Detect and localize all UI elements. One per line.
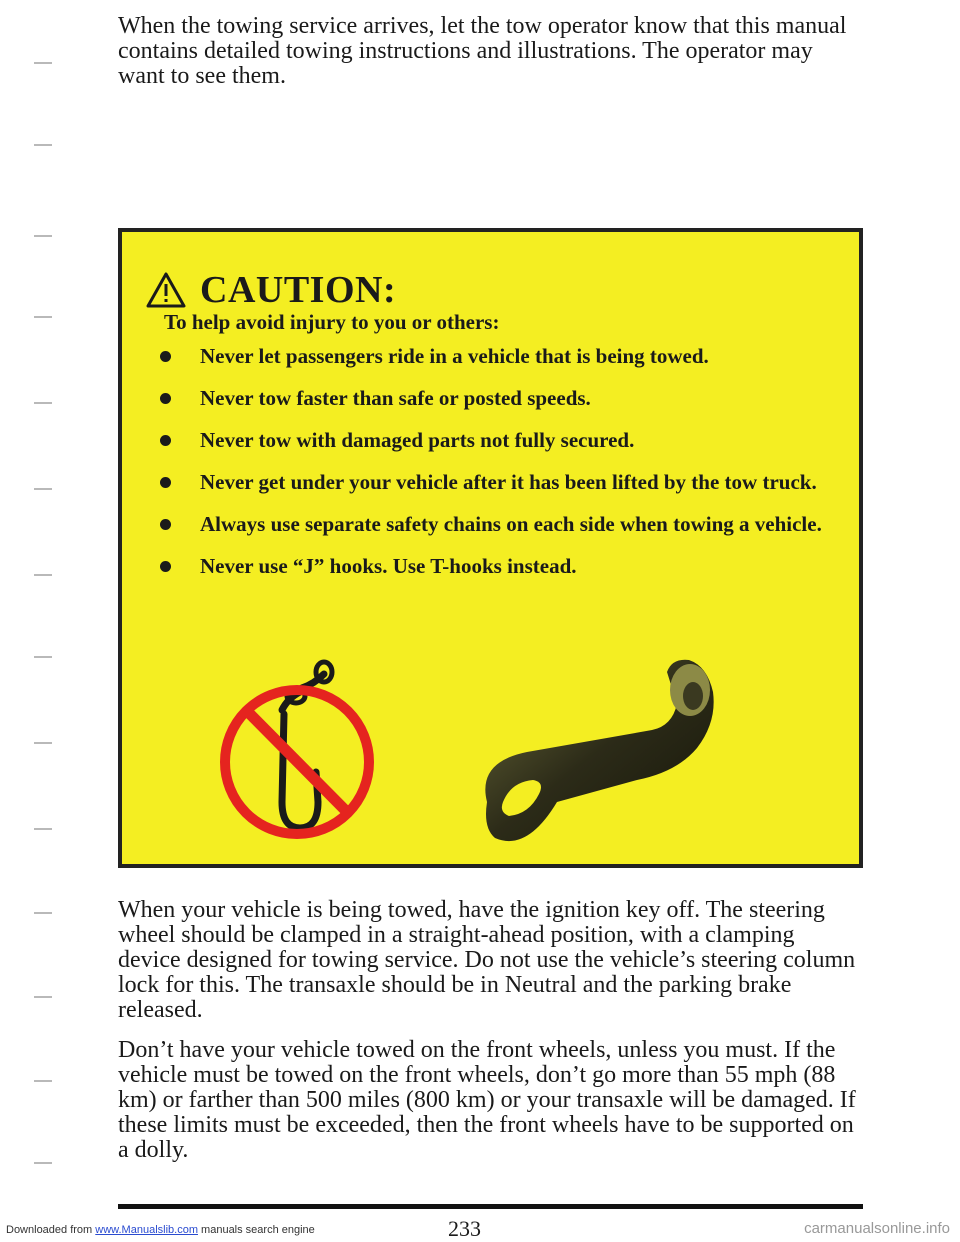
caution-title: CAUTION: [200,269,397,311]
margin-ticks [0,0,80,1242]
warning-triangle-icon [146,272,186,308]
caution-item-text: Never use “J” hooks. Use T-hooks instead. [200,554,577,578]
margin-tick [34,742,52,744]
footer-source [6,1224,315,1236]
caution-item-text: Never get under your vehicle after it has been lifted by the tow truck. [200,470,817,494]
margin-tick [34,144,52,146]
caution-item [156,510,836,538]
caution-heading [146,268,396,312]
margin-tick [34,62,52,64]
bullet-icon [160,519,171,530]
watermark: carmanualsonline.info [804,1220,950,1237]
footer-suffix: manuals search engine [201,1224,315,1236]
footer-rule [118,1204,863,1209]
caution-item [156,468,836,496]
margin-tick [34,1162,52,1164]
bullet-icon [160,561,171,572]
caution-item [156,426,836,454]
t-hook-icon [467,652,737,862]
manualslib-link[interactable]: www.Manualslib.com [95,1224,198,1236]
page-number: 233 [448,1216,481,1241]
caution-list [156,342,836,594]
margin-tick [34,828,52,830]
caution-box [118,228,863,868]
margin-tick [34,316,52,318]
margin-tick [34,402,52,404]
margin-tick [34,488,52,490]
caution-item-text: Never tow with damaged parts not fully secured. [200,428,635,452]
caution-item [156,384,836,412]
footer-prefix: Downloaded from [6,1224,93,1236]
bullet-icon [160,393,171,404]
caution-item-text: Always use separate safety chains on each side when towing a vehicle. [200,512,822,536]
intro-paragraph: When the towing service arrives, let the tow operator know that this manual contains detailed towing instructions and illustrations. The operator may want to see them. [118,13,847,89]
body-paragraph: Don’t have your vehicle towed on the front wheels, unless you must. If the vehicle must be towed on the front wheels, don’t go more than 55 mph (88 km) or farther than 500 miles (800 km) or your transaxle will be damaged. If these limits must be exceeded, then the front wheels have to be supported on a dolly. [118,1037,856,1163]
bullet-icon [160,477,171,488]
margin-tick [34,1080,52,1082]
caution-item [156,342,836,370]
caution-item-text: Never tow faster than safe or posted speeds. [200,386,591,410]
margin-tick [34,912,52,914]
caution-item-text: Never let passengers ride in a vehicle that is being towed. [200,344,709,368]
no-j-hook-icon [212,652,382,852]
margin-tick [34,656,52,658]
bullet-icon [160,351,171,362]
margin-tick [34,996,52,998]
margin-tick [34,235,52,237]
caution-lead: To help avoid injury to you or others: [164,310,500,334]
margin-tick [34,574,52,576]
body-paragraph: When your vehicle is being towed, have the ignition key off. The steering wheel should be clamped in a straight-ahead position, with a clamping device designed for towing service. Do not use the vehicle’s steering column lock for this. The transaxle should be in Neutral and the parking brake released. [118,897,856,1023]
bullet-icon [160,435,171,446]
caution-item [156,552,836,580]
